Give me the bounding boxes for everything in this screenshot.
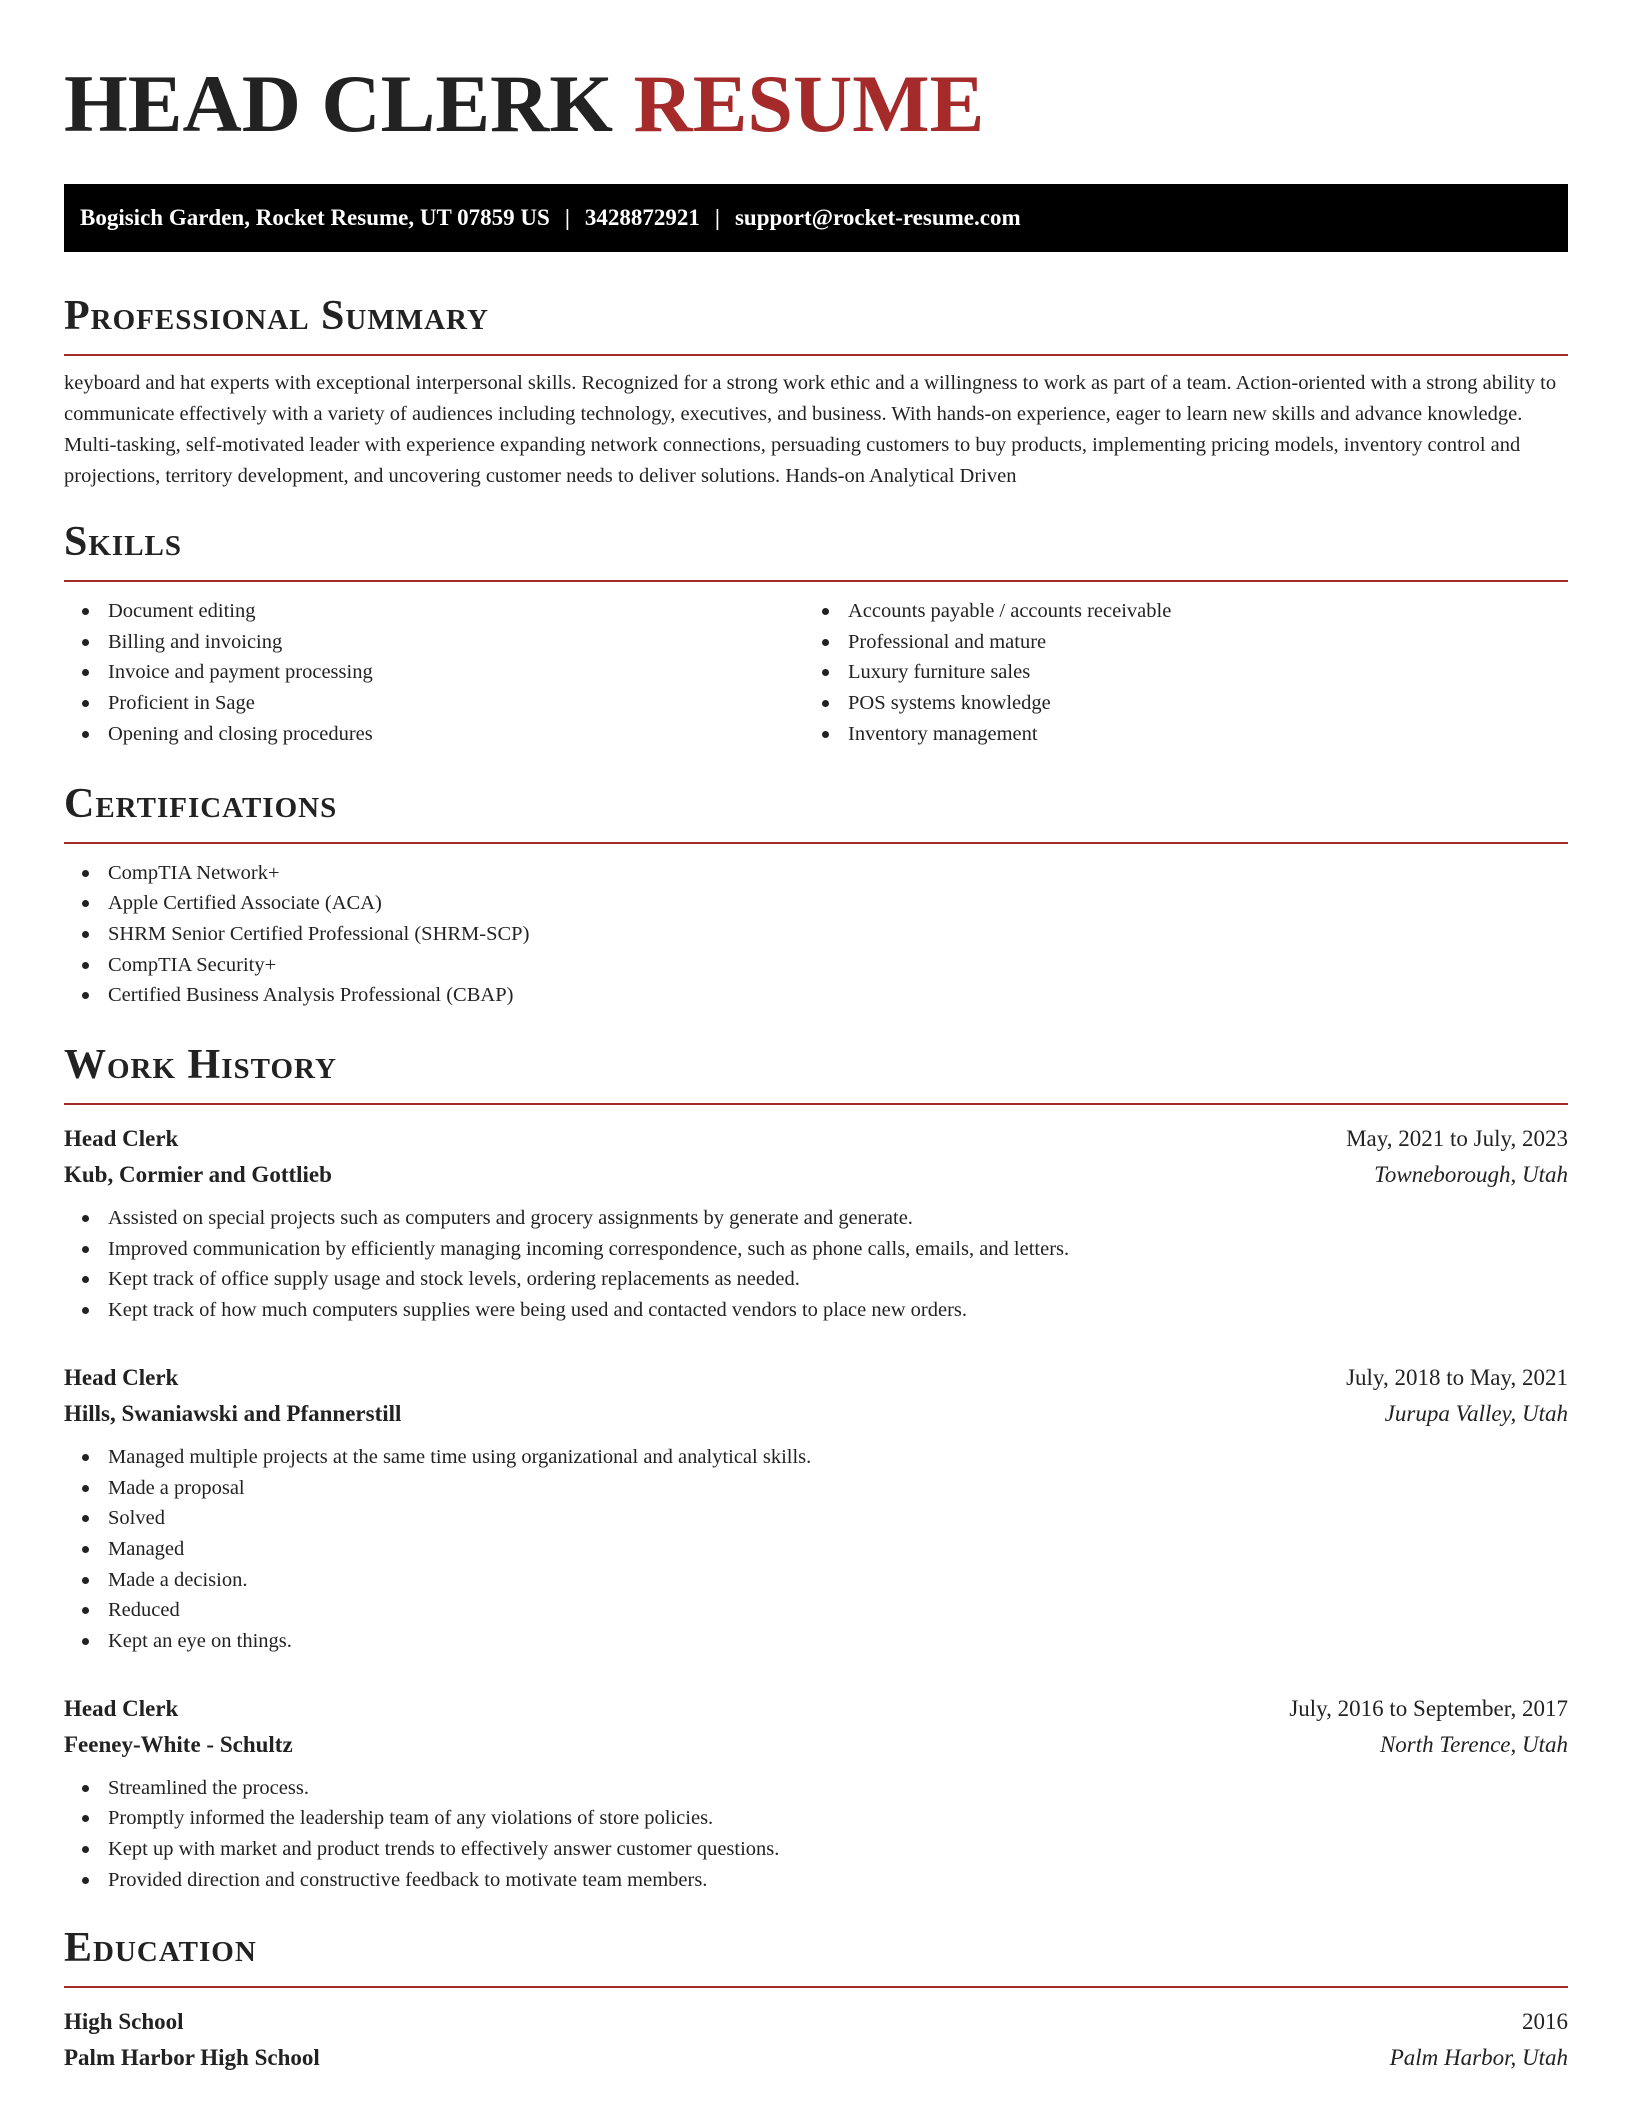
job-bullet: Provided direction and constructive feedback to motivate team members. — [64, 1865, 1568, 1896]
job-bullets — [64, 1773, 1568, 1896]
work-history-section — [64, 1041, 1568, 1896]
job-bullet: Reduced — [64, 1595, 1568, 1626]
summary-section — [64, 292, 1568, 492]
section-divider — [64, 1103, 1568, 1105]
section-divider — [64, 842, 1568, 844]
job-dates: May, 2021 to July, 2023 — [1346, 1126, 1568, 1152]
job-company-row — [64, 1396, 1568, 1432]
contact-phone: 3428872921 — [584, 205, 700, 230]
skills-list-left — [64, 596, 804, 750]
section-heading-education: Education — [64, 1924, 257, 1971]
job-company-row — [64, 1727, 1568, 1763]
job-bullet: Kept an eye on things. — [64, 1626, 1568, 1657]
skill-item: Document editing — [64, 596, 804, 627]
job-company: Kub, Cormier and Gottlieb — [64, 1162, 332, 1188]
job-bullet: Kept up with market and product trends to effectively answer customer questions. — [64, 1834, 1568, 1865]
job-company-row — [64, 1157, 1568, 1193]
job-title: Head Clerk — [64, 1695, 179, 1721]
job-title: Head Clerk — [64, 1126, 179, 1152]
job-bullet: Managed — [64, 1534, 1568, 1565]
summary-text: keyboard and hat experts with exceptional interpersonal skills. Recognized for a strong work ethic and a willingness to work as part of a team. Action-oriented with a strong ability to communicate effectively with a variety of audiences including technology, executives, and business. With hands-on experience, eager to learn new skills and advance knowledge. Multi-tasking, self-motivated leader with experience expanding network connections, persuading customers to buy products, implementing pricing models, inventory control and projections, territory development, and uncovering customer needs to deliver solutions. Hands-on Analytical Driven — [64, 372, 1557, 487]
education-degree-row — [64, 2004, 1568, 2040]
job-company: Hills, Swaniawski and Pfannerstill — [64, 1400, 402, 1426]
job-bullet: Solved — [64, 1503, 1568, 1534]
education-location: Palm Harbor, Utah — [1389, 2044, 1568, 2070]
certification-item: Apple Certified Associate (ACA) — [64, 888, 1568, 919]
education-section — [64, 1924, 1568, 2076]
education-school: Palm Harbor High School — [64, 2044, 320, 2070]
job-title-row — [64, 1360, 1568, 1396]
section-divider — [64, 354, 1568, 356]
job-dates: July, 2016 to September, 2017 — [1289, 1695, 1568, 1721]
certification-item: CompTIA Security+ — [64, 950, 1568, 981]
certifications-section — [64, 780, 1568, 1012]
job-bullets — [64, 1203, 1568, 1326]
job-bullet: Promptly informed the leadership team of any violations of store policies. — [64, 1803, 1568, 1834]
skill-item: Proficient in Sage — [64, 688, 804, 719]
job-bullet: Assisted on special projects such as computers and grocery assignments by generate and generate. — [64, 1203, 1568, 1234]
job-dates: July, 2018 to May, 2021 — [1346, 1364, 1568, 1390]
job-title-row — [64, 1121, 1568, 1157]
skills-list-right — [804, 596, 1544, 750]
job-title-row — [64, 1691, 1568, 1727]
job-bullet: Managed multiple projects at the same time using organizational and analytical skills. — [64, 1442, 1568, 1473]
job-bullet: Kept track of office supply usage and stock levels, ordering replacements as needed. — [64, 1264, 1568, 1295]
job-bullet: Streamlined the process. — [64, 1773, 1568, 1804]
skill-item: Opening and closing procedures — [64, 719, 804, 750]
skill-item: Accounts payable / accounts receivable — [804, 596, 1544, 627]
skill-item: Inventory management — [804, 719, 1544, 750]
skill-item: Invoice and payment processing — [64, 657, 804, 688]
contact-separator: | — [564, 205, 570, 230]
job-company: Feeney-White - Schultz — [64, 1731, 293, 1757]
title-accent: RESUME — [633, 58, 985, 149]
contact-email: support@rocket-resume.com — [734, 205, 1021, 230]
skill-item: Billing and invoicing — [64, 627, 804, 658]
certification-item: Certified Business Analysis Professional (CBAP) — [64, 980, 1568, 1011]
job-entry — [64, 1121, 1568, 1326]
job-bullet: Kept track of how much computers supplies were being used and contacted vendors to place new orders. — [64, 1295, 1568, 1326]
title-main: HEAD CLERK — [64, 58, 614, 149]
skill-item: POS systems knowledge — [804, 688, 1544, 719]
education-entry — [64, 2004, 1568, 2076]
page-title — [64, 58, 1568, 150]
section-heading-skills: Skills — [64, 519, 183, 565]
education-year: 2016 — [1522, 2008, 1568, 2034]
section-heading-certifications: Certifications — [64, 780, 338, 827]
contact-address: Bogisich Garden, Rocket Resume, UT 07859 US — [80, 205, 550, 230]
contact-separator: | — [714, 205, 720, 230]
section-heading-work-history: Work History — [64, 1042, 337, 1089]
education-degree: High School — [64, 2008, 184, 2034]
job-title: Head Clerk — [64, 1364, 179, 1390]
job-bullets — [64, 1442, 1568, 1657]
job-location: North Terence, Utah — [1379, 1731, 1568, 1757]
section-heading-summary: Professional Summary — [64, 293, 489, 339]
section-divider — [64, 1986, 1568, 1988]
skills-section — [64, 518, 1568, 750]
job-bullet: Improved communication by efficiently managing incoming correspondence, such as phone calls, emails, and letters. — [64, 1234, 1568, 1265]
certification-item: SHRM Senior Certified Professional (SHRM-SCP) — [64, 919, 1568, 950]
contact-bar — [64, 184, 1568, 252]
skills-columns — [64, 582, 1568, 750]
certifications-list — [64, 858, 1568, 1012]
job-location: Towneborough, Utah — [1374, 1162, 1568, 1188]
skill-item: Professional and mature — [804, 627, 1544, 658]
job-entry — [64, 1691, 1568, 1896]
job-entry — [64, 1360, 1568, 1657]
job-bullet: Made a proposal — [64, 1473, 1568, 1504]
job-bullet: Made a decision. — [64, 1565, 1568, 1596]
certification-item: CompTIA Network+ — [64, 858, 1568, 889]
education-school-row — [64, 2040, 1568, 2076]
job-location: Jurupa Valley, Utah — [1384, 1400, 1568, 1426]
skill-item: Luxury furniture sales — [804, 657, 1544, 688]
